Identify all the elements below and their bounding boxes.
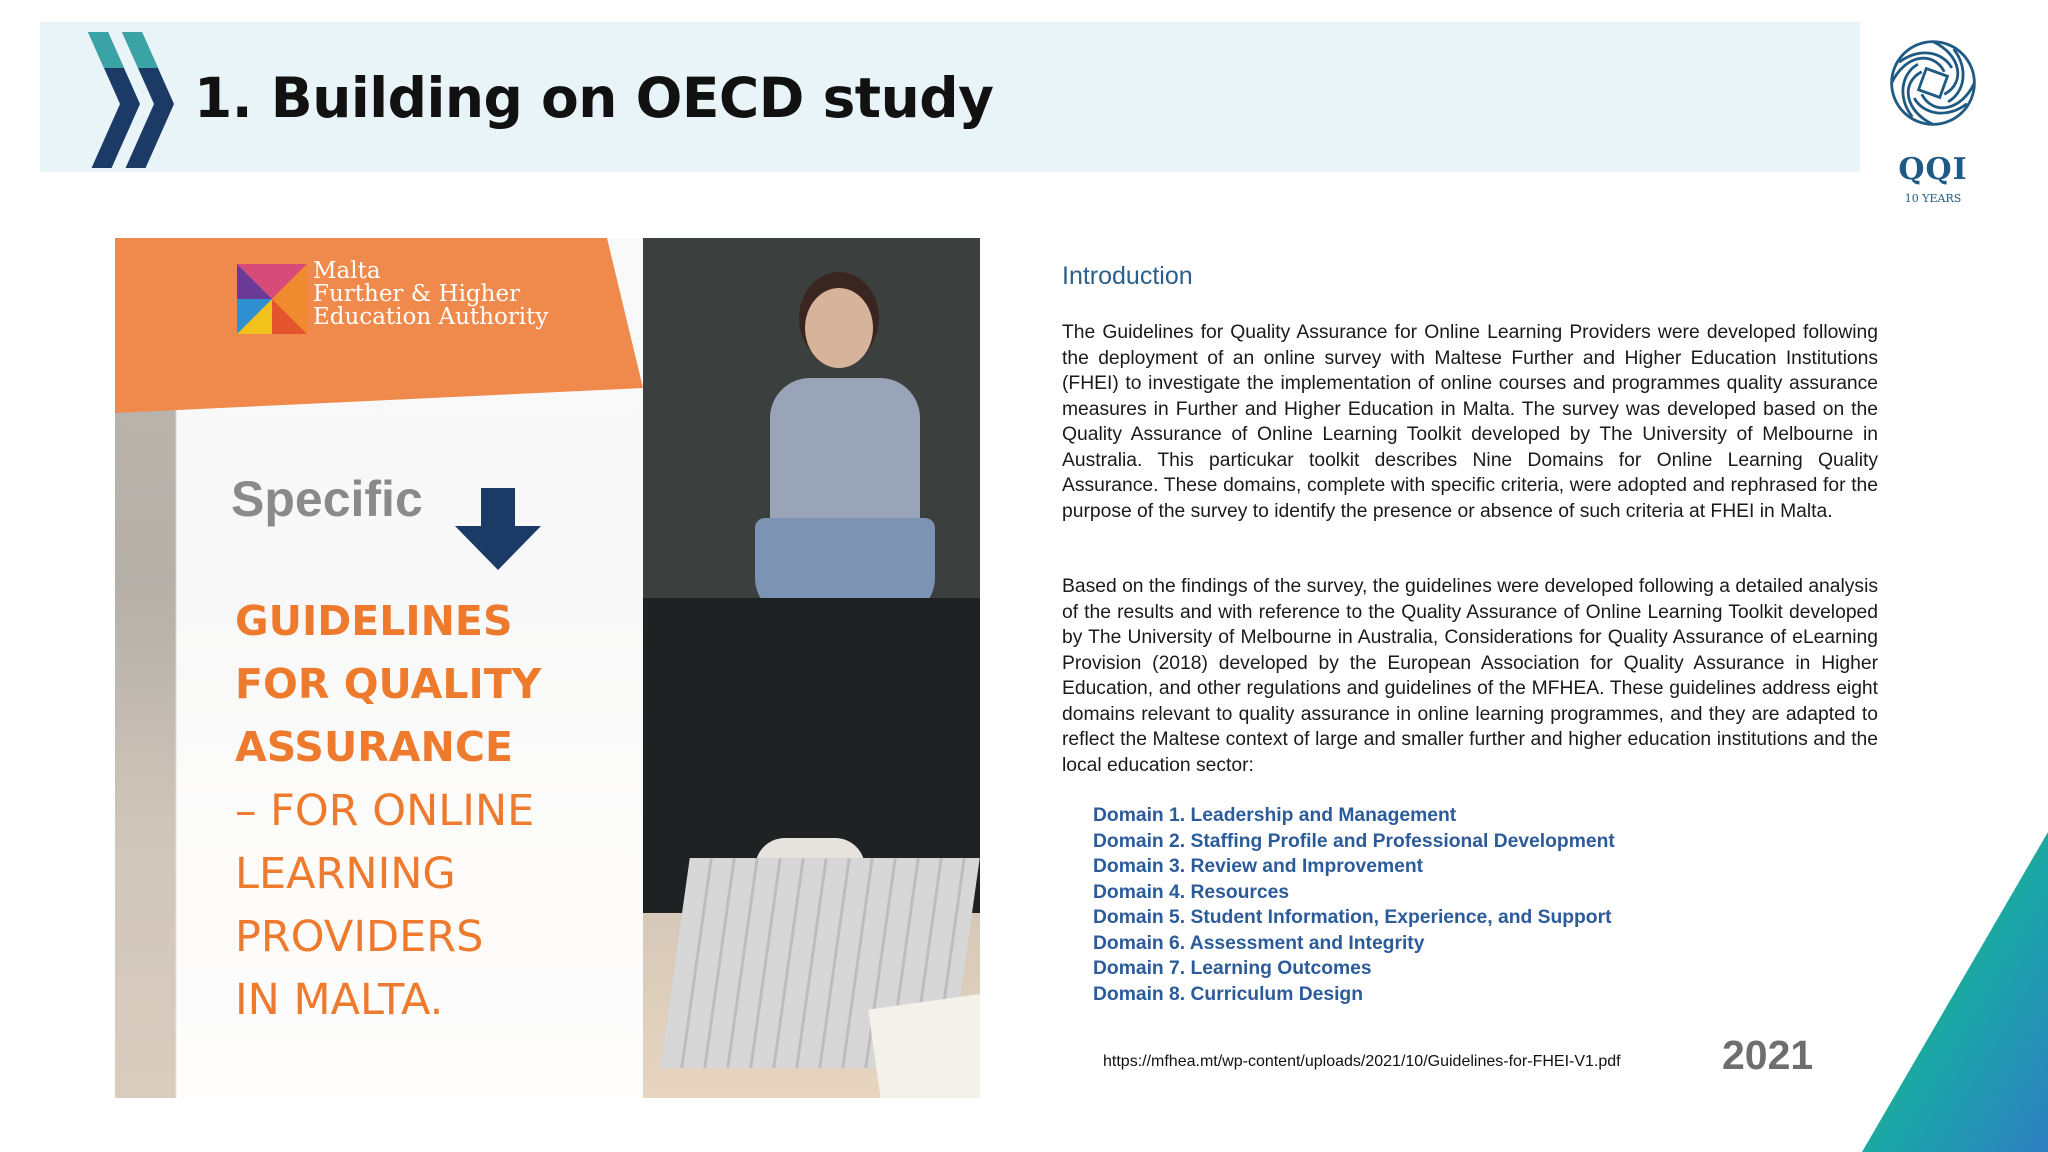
domain-item: Domain 6. Assessment and Integrity bbox=[1093, 932, 1425, 954]
intro-paragraph-1: The Guidelines for Quality Assurance for Online Learning Providers were developed following the deployment of an online survey with Maltese Further and Higher Education Institutions (FHEI) to investigate the implementation of online courses and programmes quality assurance measures in Further and Higher Education in Malta. The survey was developed based on the Quality Assurance of Online Learning Toolkit developed by The University of Melbourne in Australia. This particukar toolkit describes Nine Domains for Online Learning Quality Assurance. These domains, complete with specific criteria, were adopted and rephrased for the purpose of the survey to identify the presence or absence of such criteria at FHEI in Malta. bbox=[1062, 322, 1878, 522]
guidelines-cover-image bbox=[115, 238, 980, 1098]
cover-title-bold: GUIDELINES FOR QUALITY ASSURANCE bbox=[235, 597, 542, 771]
specific-label: Specific bbox=[231, 471, 423, 527]
cover-person-shirt bbox=[770, 378, 920, 528]
domain-item: Domain 2. Staffing Profile and Professional Development bbox=[1093, 830, 1615, 852]
domain-item: Domain 4. Resources bbox=[1093, 881, 1290, 903]
intro-heading: Introduction bbox=[1062, 262, 1193, 290]
domain-item: Domain 3. Review and Improvement bbox=[1093, 856, 1424, 877]
cover-title-light: – FOR ONLINE LEARNING PROVIDERS IN MALTA. bbox=[235, 786, 535, 1025]
year-label: 2021 bbox=[1722, 1032, 1814, 1078]
source-url-link[interactable]: https://mfhea.mt/wp-content/uploads/2021/10/Guidelines-for-FHEI-V1.pdf bbox=[1103, 1053, 1621, 1070]
domain-item: Domain 7. Learning Outcomes bbox=[1093, 958, 1372, 979]
qqi-logo bbox=[1860, 22, 2006, 205]
oecd-chevrons-icon bbox=[48, 8, 178, 168]
mfhea-logo-icon bbox=[237, 264, 307, 334]
domain-list bbox=[1093, 803, 1615, 1007]
domain-item: Domain 5. Student Information, Experience, and Support bbox=[1093, 907, 1612, 928]
qqi-wordmark: QQI bbox=[1898, 152, 1968, 187]
intro-paragraph-2: Based on the findings of the survey, the guidelines were developed following a detailed analysis of the results and with reference to the Quality Assurance of Online Learning Toolkit developed by The University of Melbourne in Australia, Considerations for Quality Assurance of eLearning Provision (2018) developed by the European Association for Quality Assurance in Higher Education, and other regulations and guidelines of the MFHEA. These guidelines address eight domains relevant to quality assurance in online learning programmes, and they are adapted to reflect the Maltese context of large and smaller further and higher education institutions and the local education sector: bbox=[1062, 576, 1878, 776]
mfhea-authority-name: Malta Further & Higher Education Authority bbox=[313, 258, 549, 330]
corner-accent-shape bbox=[1862, 832, 2048, 1152]
down-arrow-icon bbox=[455, 488, 541, 570]
domain-item: Domain 1. Leadership and Management bbox=[1093, 805, 1457, 826]
slide-title: 1. Building on OECD study bbox=[194, 66, 994, 130]
domain-item: Domain 8. Curriculum Design bbox=[1093, 983, 1363, 1005]
qqi-swirl-icon bbox=[1886, 36, 1980, 130]
qqi-tagline: 10 YEARS bbox=[1904, 192, 1962, 205]
cover-person-head bbox=[805, 288, 873, 368]
